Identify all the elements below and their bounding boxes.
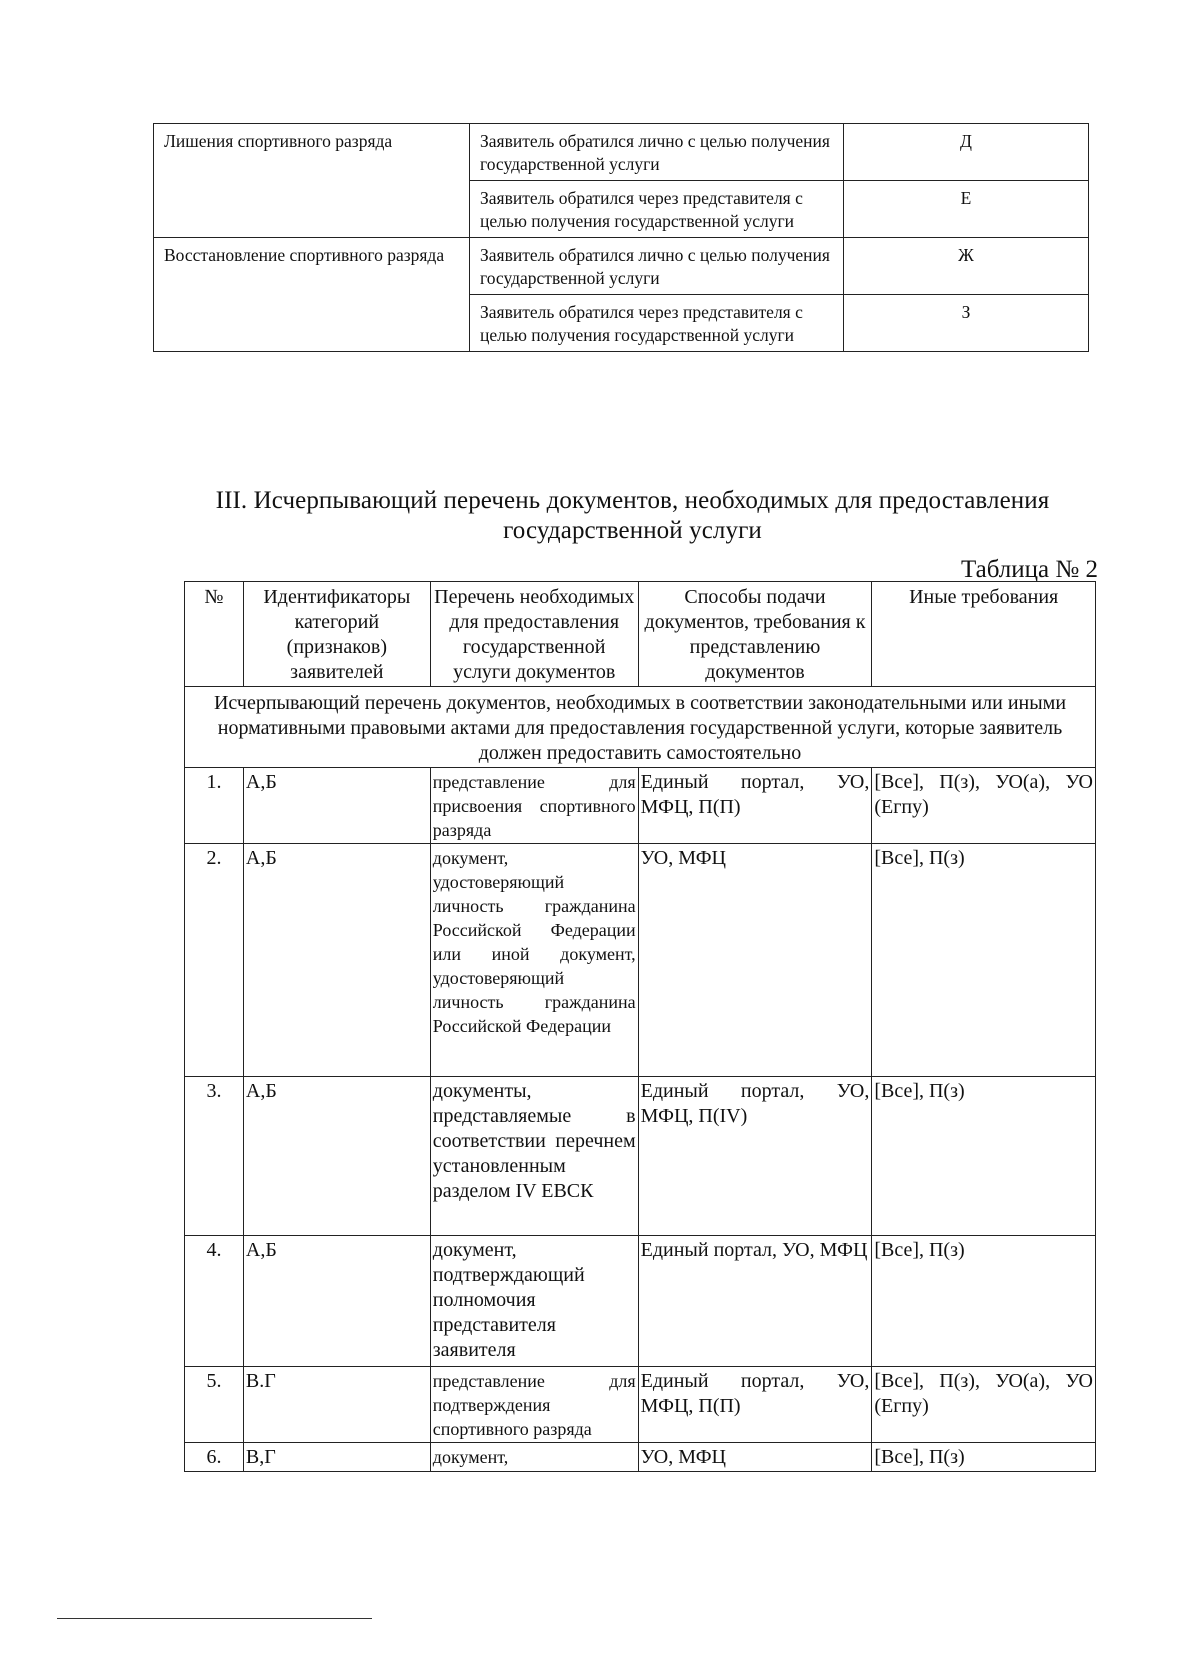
column-header: Способы подачи документов, требования к представлению документов — [638, 582, 872, 687]
category-label: Лишения спортивного разряда — [154, 124, 470, 238]
category-code: З — [844, 295, 1089, 352]
submission-methods: Единый портал, УО, МФЦ, П(П) — [638, 768, 872, 844]
document-name: документ, удостоверяющий личность гражданина Российской Федерации или иной документ, удостоверяющий личность гражданина Российской Федерации — [430, 844, 638, 1077]
column-header: Идентификаторы категорий (признаков) заявителей — [243, 582, 430, 687]
table-row — [185, 1236, 1096, 1367]
other-requirements: [Все], П(з), УО(а), УО (Егпу) — [872, 1367, 1096, 1443]
row-number: 5. — [185, 1367, 244, 1443]
applicant-ids: А,Б — [243, 768, 430, 844]
category-code: Е — [844, 181, 1089, 238]
other-requirements: [Все], П(з) — [872, 844, 1096, 1077]
applicant-ids: В,Г — [243, 1443, 430, 1472]
other-requirements: [Все], П(з) — [872, 1077, 1096, 1236]
condition-cell: Заявитель обратился через представителя с целью получения государственной услуги — [470, 295, 844, 352]
category-code: Ж — [844, 238, 1089, 295]
table-span-row — [185, 687, 1096, 768]
condition-cell: Заявитель обратился через представителя с целью получения государственной услуги — [470, 181, 844, 238]
document-name: представление для присвоения спортивного разряда — [430, 768, 638, 844]
table-header-row — [185, 582, 1096, 687]
column-header: № — [185, 582, 244, 687]
documents-table — [184, 581, 1096, 1472]
table-row — [154, 124, 1089, 181]
category-label: Восстановление спортивного разряда — [154, 238, 470, 352]
other-requirements: [Все], П(з) — [872, 1443, 1096, 1472]
submission-methods: Единый портал, УО, МФЦ, П(П) — [638, 1367, 872, 1443]
submission-methods: Единый портал, УО, МФЦ, П(IV) — [638, 1077, 872, 1236]
table-row — [185, 768, 1096, 844]
row-number: 3. — [185, 1077, 244, 1236]
table-row — [185, 844, 1096, 1077]
row-number: 1. — [185, 768, 244, 844]
row-number: 4. — [185, 1236, 244, 1367]
table-row — [154, 238, 1089, 295]
applicant-ids: А,Б — [243, 1236, 430, 1367]
column-header: Иные требования — [872, 582, 1096, 687]
section-heading-line: III. Исчерпывающий перечень документов, необходимых для предоставления — [215, 487, 1050, 514]
table-row — [185, 1367, 1096, 1443]
submission-methods: УО, МФЦ — [638, 1443, 872, 1472]
applicant-categories-table — [153, 123, 1089, 352]
condition-cell: Заявитель обратился лично с целью получения государственной услуги — [470, 124, 844, 181]
section-heading-line: государственной услуги — [503, 517, 762, 544]
applicant-ids: А,Б — [243, 844, 430, 1077]
category-code: Д — [844, 124, 1089, 181]
other-requirements: [Все], П(з) — [872, 1236, 1096, 1367]
document-name: представление для подтверждения спортивного разряда — [430, 1367, 638, 1443]
row-number: 6. — [185, 1443, 244, 1472]
applicant-ids: А,Б — [243, 1077, 430, 1236]
row-number: 2. — [185, 844, 244, 1077]
applicant-ids: В.Г — [243, 1367, 430, 1443]
table-number: Таблица № 2 — [960, 556, 1098, 583]
condition-cell: Заявитель обратился лично с целью получения государственной услуги — [470, 238, 844, 295]
column-header: Перечень необходимых для предоставления государственной услуги документов — [430, 582, 638, 687]
table-row — [185, 1077, 1096, 1236]
document-name: документ, подтверждающий полномочия представителя заявителя — [430, 1236, 638, 1367]
document-name: документ, — [430, 1443, 638, 1472]
other-requirements: [Все], П(з), УО(а), УО (Егпу) — [872, 768, 1096, 844]
footnote-divider — [57, 1618, 372, 1619]
submission-methods: УО, МФЦ — [638, 844, 872, 1077]
section-span-cell: Исчерпывающий перечень документов, необходимых в соответствии законодательными или иными нормативными правовыми актами для предоставления государственной услуги, которые заявитель должен предоставить самостоятельно — [185, 687, 1096, 768]
document-name: документы, представляемые в соответствии перечнем установленным разделом IV ЕВСК — [430, 1077, 638, 1236]
table-row — [185, 1443, 1096, 1472]
submission-methods: Единый портал, УО, МФЦ — [638, 1236, 872, 1367]
section-heading — [150, 486, 1115, 546]
